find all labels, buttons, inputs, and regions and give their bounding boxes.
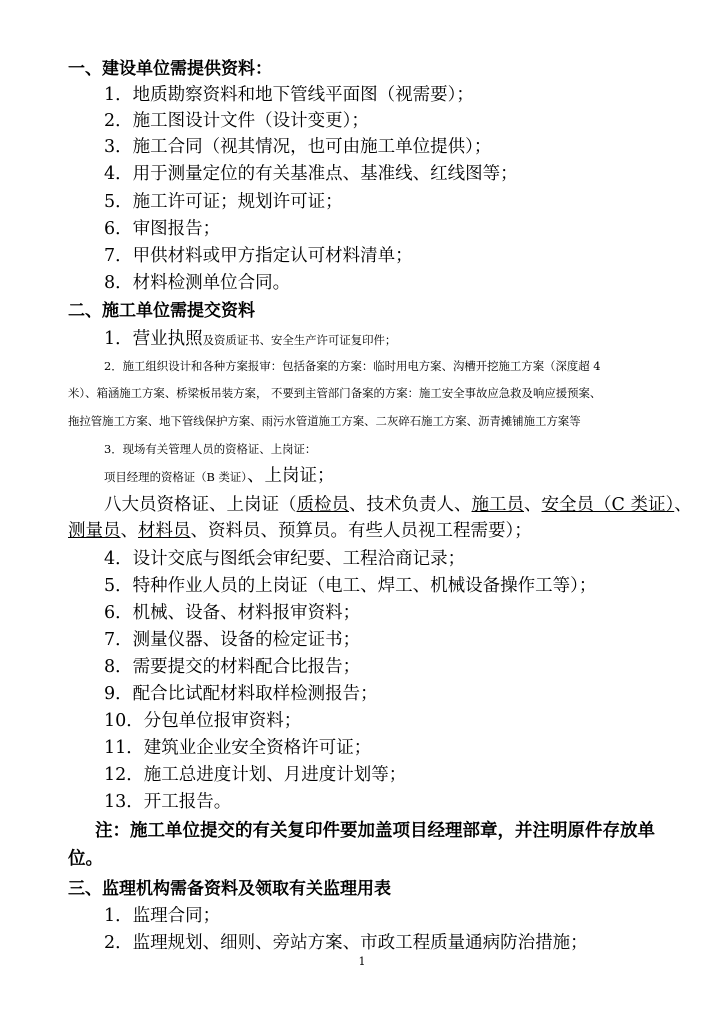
underlined-role: 材料员 bbox=[138, 521, 191, 541]
list-item: 2．监理规划、细则、旁站方案、市政工程质量通病防治措施； bbox=[104, 933, 588, 953]
list-item: 8．需要提交的材料配合比报告； bbox=[104, 657, 361, 677]
list-item: 11．建筑业企业安全资格许可证； bbox=[104, 738, 372, 758]
text-span: 、 bbox=[524, 495, 542, 515]
underlined-role: 质检员 bbox=[296, 495, 349, 515]
text-span: 、 bbox=[120, 521, 138, 541]
section2-title: 二、施工单位需提交资料 bbox=[68, 301, 255, 321]
text-span: 、技术负责人、 bbox=[349, 495, 472, 515]
list-item: 2．施工图设计文件（设计变更）； bbox=[104, 111, 369, 131]
list-item: 1．地质勘察资料和地下管线平面图（视需要）； bbox=[104, 85, 474, 105]
note-line: 注：施工单位提交的有关复印件要加盖项目经理部章，并注明原件存放单 bbox=[95, 821, 655, 841]
text-span: 、 bbox=[674, 495, 692, 515]
list-item: 4．用于测量定位的有关基准点、基准线、红线图等； bbox=[104, 164, 518, 184]
list-item: 1．监理合同； bbox=[104, 906, 221, 926]
list-item bbox=[104, 328, 396, 350]
list-item: 7．甲供材料或甲方指定认可材料清单； bbox=[104, 246, 413, 266]
list-item: 3．现场有关管理人员的资格证、上岗证： bbox=[104, 442, 317, 456]
underlined-role: 施工员 bbox=[471, 495, 524, 515]
list-item-continuation: 米）、箱涵施工方案、桥梁板吊装方案， 不要到主管部门备案的方案：施工安全事故应急救及响应援预案、 bbox=[68, 386, 602, 400]
list-item: 13．开工报告。 bbox=[104, 792, 232, 812]
eight-staff-line bbox=[104, 494, 692, 516]
list-item: 5．特种作业人员的上岗证（电工、焊工、机械设备操作工等）； bbox=[104, 576, 597, 596]
item1-small: 及资质证书、安全生产许可证复印件； bbox=[202, 333, 397, 347]
section1-title: 一、建设单位需提供资料： bbox=[68, 59, 272, 79]
list-item: 9．配合比试配材料取样检测报告； bbox=[104, 684, 378, 704]
underlined-role: 安全员（C 类证） bbox=[541, 495, 675, 515]
list-item: 6．审图报告； bbox=[104, 219, 221, 239]
list-item: 8．材料检测单位合同。 bbox=[104, 273, 291, 293]
note-line-2: 位。 bbox=[68, 849, 103, 869]
list-item: 6．机械、设备、材料报审资料； bbox=[104, 603, 361, 623]
pm-cert-big: 、上岗证； bbox=[246, 466, 335, 486]
list-item-continuation: 拖拉管施工方案、地下管线保护方案、雨污水管道施工方案、二灰碎石施工方案、沥青摊铺施工方案等 bbox=[68, 414, 581, 428]
pm-cert-line bbox=[104, 465, 334, 487]
underlined-role: 测量员 bbox=[68, 521, 121, 541]
list-item: 2．施工组织设计和各种方案报审：包括备案的方案：临时用电方案、沟槽开挖施工方案（深度超 4 bbox=[104, 359, 601, 373]
page-number: 1 bbox=[358, 955, 366, 968]
list-item: 4．设计交底与图纸会审纪要、工程洽商记录； bbox=[104, 549, 466, 569]
list-item: 12．施工总进度计划、月进度计划等； bbox=[104, 765, 407, 785]
eight-staff-line-2 bbox=[68, 520, 532, 542]
list-item: 7．测量仪器、设备的检定证书； bbox=[104, 630, 361, 650]
list-item: 3．施工合同（视其情况，也可由施工单位提供）； bbox=[104, 137, 492, 157]
text-span: 八大员资格证、上岗证（ bbox=[104, 495, 297, 515]
text-span: 、资料员、预算员。有些人员视工程需要）； bbox=[190, 521, 532, 541]
list-item: 5．施工许可证；规划许可证； bbox=[104, 192, 343, 212]
list-item: 10．分包单位报审资料； bbox=[104, 711, 302, 731]
section3-title: 三、监理机构需备资料及领取有关监理用表 bbox=[68, 879, 391, 899]
item1-main: 1．营业执照 bbox=[104, 329, 203, 349]
pm-cert-small: 项目经理的资格证（B 类证） bbox=[104, 470, 247, 484]
